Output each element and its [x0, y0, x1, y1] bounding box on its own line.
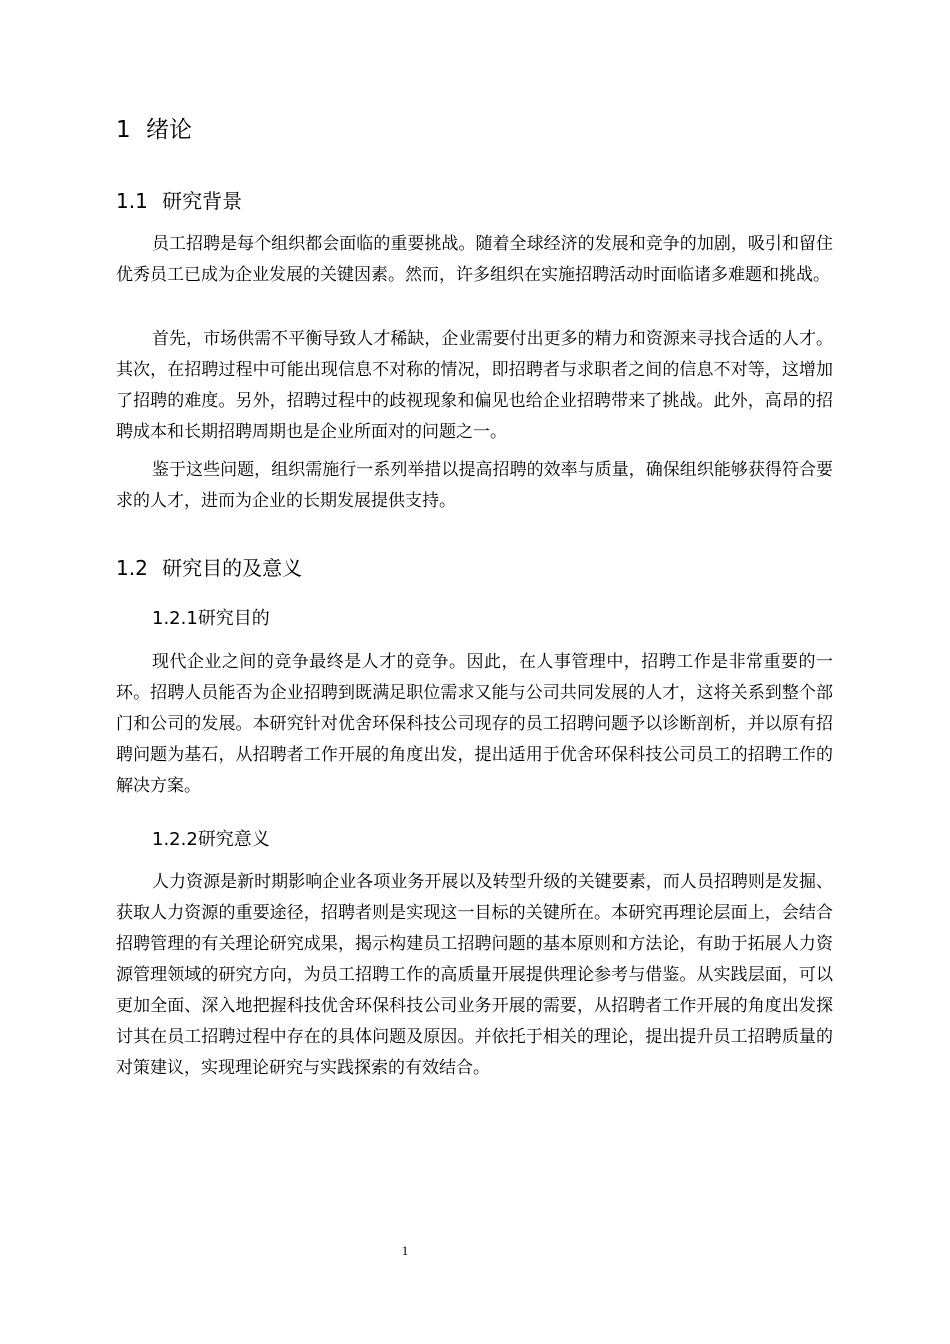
chapter-number: 1	[116, 117, 131, 143]
section-heading-1-1	[116, 186, 242, 216]
paragraph-background-3: 鉴于这些问题，组织需施行一系列举措以提高招聘的效率与质量，确保组织能够获得符合要求的人才，进而为企业的长期发展提供支持。	[116, 460, 833, 511]
paragraph-significance: 人力资源是新时期影响企业各项业务开展以及转型升级的关键要素，而人员招聘则是发掘、获取人力资源的重要途径，招聘者则是实现这一目标的关键所在。本研究再理论层面上，会结合招聘管理的有关理论研究成果，揭示构建员工招聘问题的基本原则和方法论，有助于拓展人力资源管理领域的研究方向，为员工招聘工作的高质量开展提供理论参考与借鉴。从实践层面，可以更加全面、深入地把握科技优舍环保科技公司业务开展的需要，从招聘者工作开展的角度出发探讨其在员工招聘过程中存在的具体问题及原因。并依托于相关的理论，提出提升员工招聘质量的对策建议，实现理论研究与实践探索的有效结合。	[116, 872, 833, 1078]
subsection-title: 研究意义	[197, 829, 270, 850]
page-number: 1	[401, 1243, 409, 1258]
subsection-number: 1.2.2	[152, 829, 198, 850]
subsection-heading-1-2-2	[152, 826, 270, 854]
section-title: 研究背景	[162, 189, 243, 213]
section-heading-1-2	[116, 553, 302, 583]
paragraph-background-1: 员工招聘是每个组织都会面临的重要挑战。随着全球经济的发展和竞争的加剧，吸引和留住优秀员工已成为企业发展的关键因素。然而，许多组织在实施招聘活动时面临诸多难题和挑战。	[116, 234, 833, 285]
section-title: 研究目的及意义	[162, 556, 303, 580]
section-number: 1.1	[116, 189, 148, 213]
subsection-heading-1-2-1	[152, 605, 270, 633]
paragraph-background-2: 首先，市场供需不平衡导致人才稀缺，企业需要付出更多的精力和资源来寻找合适的人才。其次，在招聘过程中可能出现信息不对称的情况，即招聘者与求职者之间的信息不对等，这增加了招聘的难度。另外，招聘过程中的歧视现象和偏见也给企业招聘带来了挑战。此外，高昂的招聘成本和长期招聘周期也是企业所面对的问题之一。	[116, 329, 833, 442]
chapter-title: 绪论	[145, 117, 192, 143]
subsection-number: 1.2.1	[152, 608, 198, 629]
chapter-heading	[116, 113, 192, 147]
subsection-title: 研究目的	[197, 608, 270, 629]
paragraph-purpose: 现代企业之间的竞争最终是人才的竞争。因此，在人事管理中，招聘工作是非常重要的一环。招聘人员能否为企业招聘到既满足职位需求又能与公司共同发展的人才，这将关系到整个部门和公司的发展。本研究针对优舍环保科技公司现存的员工招聘问题予以诊断剖析，并以原有招聘问题为基石，从招聘者工作开展的角度出发，提出适用于优舍环保科技公司员工的招聘工作的解决方案。	[116, 652, 833, 796]
section-number: 1.2	[116, 556, 148, 580]
